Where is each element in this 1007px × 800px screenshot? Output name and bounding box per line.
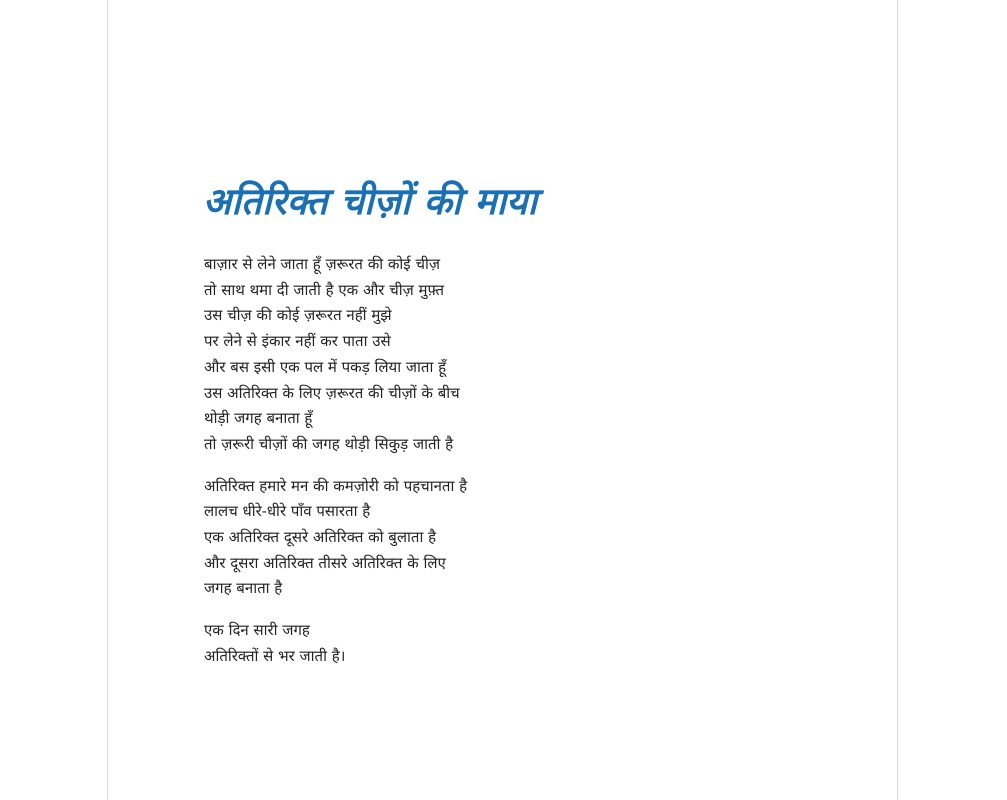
poem-line: तो ज़रूरी चीज़ों की जगह थोड़ी सिकुड़ जाती है: [204, 434, 454, 453]
poem-line: अतिरिक्तों से भर जाती है।: [204, 646, 346, 665]
poem-body: [204, 252, 704, 686]
poem-line: तो साथ थमा दी जाती है एक और चीज़ मुफ़्त: [204, 280, 445, 299]
poem-line: पर लेने से इंकार नहीं कर पाता उसे: [204, 332, 391, 351]
poem-line: बाज़ार से लेने जाता हूँ ज़रूरत की कोई चीज़: [204, 255, 440, 273]
poem-line: लालच धीरे-धीरे पाँव पसारता है: [204, 502, 371, 521]
poem-line: अतिरिक्त हमारे मन की कमज़ोरी को पहचानता है: [204, 476, 468, 495]
poem-title: अतिरिक्त चीज़ों की माया: [203, 180, 538, 223]
poem-line: थोड़ी जगह बनाता हूँ: [204, 409, 313, 428]
poem-line: जगह बनाता है: [204, 579, 283, 598]
stanza-1: [204, 252, 704, 458]
stanza-2: [204, 474, 704, 603]
poem-line: उस अतिरिक्त के लिए ज़रूरत की चीज़ों के बीच: [204, 383, 460, 402]
poem-line: और बस इसी एक पल में पकड़ लिया जाता हूँ: [204, 357, 447, 376]
poem-line: एक अतिरिक्त दूसरे अतिरिक्त को बुलाता है: [204, 528, 437, 547]
document-page: [107, 0, 898, 800]
poem-line: उस चीज़ की कोई ज़रूरत नहीं मुझे: [204, 306, 392, 325]
stanza-3: [204, 618, 704, 669]
poem-line: और दूसरा अतिरिक्त तीसरे अतिरिक्त के लिए: [204, 553, 446, 572]
poem-line: एक दिन सारी जगह: [204, 621, 310, 640]
